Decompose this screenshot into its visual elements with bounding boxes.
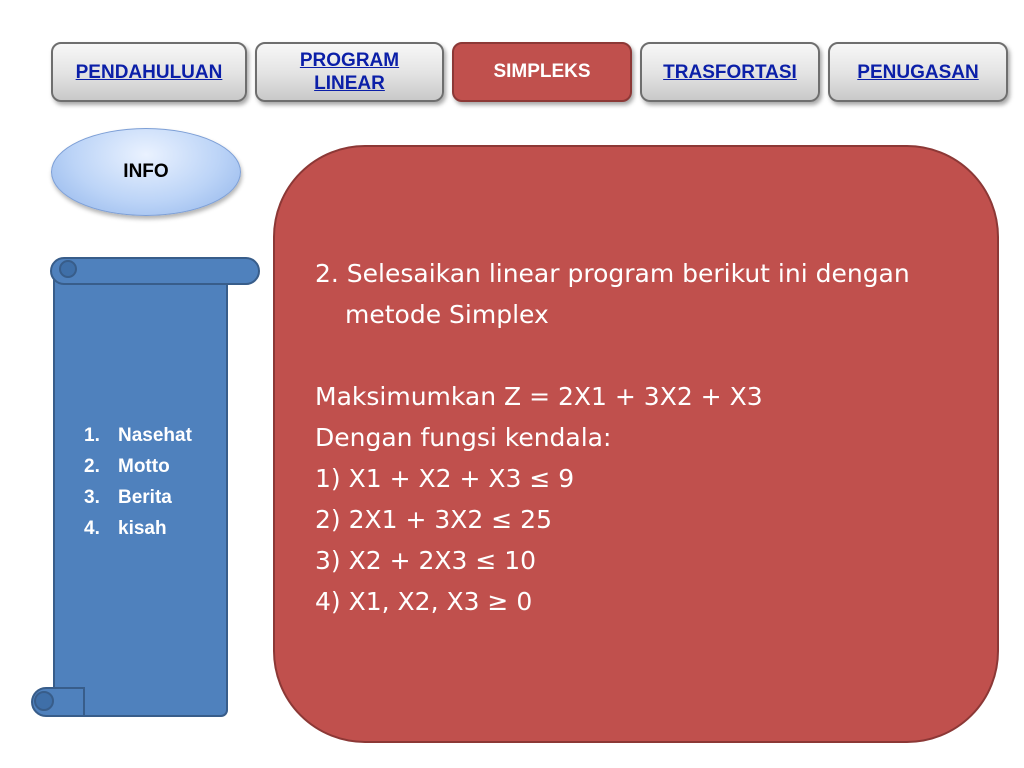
menu-item-berita[interactable] (56, 482, 226, 513)
menu-item-motto[interactable] (56, 451, 226, 482)
menu-item-label: kisah (118, 518, 167, 539)
nav-penugasan-link[interactable]: PENUGASAN (857, 61, 979, 83)
menu-item-kisah[interactable] (56, 513, 226, 544)
content-panel (273, 145, 999, 743)
objective-function: Maksimumkan Z = 2X1 + 3X2 + X3 (315, 382, 763, 411)
question-text: 2. Selesaikan linear program berikut ini dengan metode Simplex (315, 259, 910, 329)
info-button[interactable] (51, 128, 241, 216)
nav-simpleks-label: SIMPLEKS (493, 61, 591, 82)
nav-program-linear-button[interactable] (255, 42, 444, 102)
constraint-line: 1) X1 + X2 + X3 ≤ 9 (315, 464, 575, 493)
constraint-line: 4) X1, X2, X3 ≥ 0 (315, 587, 533, 616)
info-label: INFO (123, 161, 169, 182)
nav-simpleks-button[interactable] (452, 42, 632, 102)
nav-pendahuluan-link[interactable]: PENDAHULUAN (75, 61, 223, 83)
nav-penugasan-button[interactable] (828, 42, 1008, 102)
nav-trasfortasi-button[interactable] (640, 42, 820, 102)
constraint-line: 3) X2 + 2X3 ≤ 10 (315, 546, 537, 575)
blank-line (315, 335, 967, 376)
nav-pendahuluan-button[interactable] (51, 42, 247, 102)
constraint-line: 2) 2X1 + 3X2 ≤ 25 (315, 505, 552, 534)
nav-program-linear-link[interactable]: PROGRAM LINEAR (299, 50, 400, 94)
menu-item-number: 3. (84, 487, 100, 508)
content-text (315, 253, 967, 622)
menu-item-label: Berita (118, 487, 172, 508)
menu-item-nasehat[interactable] (56, 420, 226, 451)
menu-item-label: Nasehat (118, 425, 192, 446)
side-menu-list (56, 420, 226, 544)
menu-item-number: 2. (84, 456, 100, 477)
menu-item-number: 1. (84, 425, 100, 446)
menu-item-label: Motto (118, 456, 170, 477)
nav-trasfortasi-link[interactable]: TRASFORTASI (663, 61, 797, 83)
menu-item-number: 4. (84, 518, 100, 539)
constraints-heading: Dengan fungsi kendala: (315, 423, 612, 452)
